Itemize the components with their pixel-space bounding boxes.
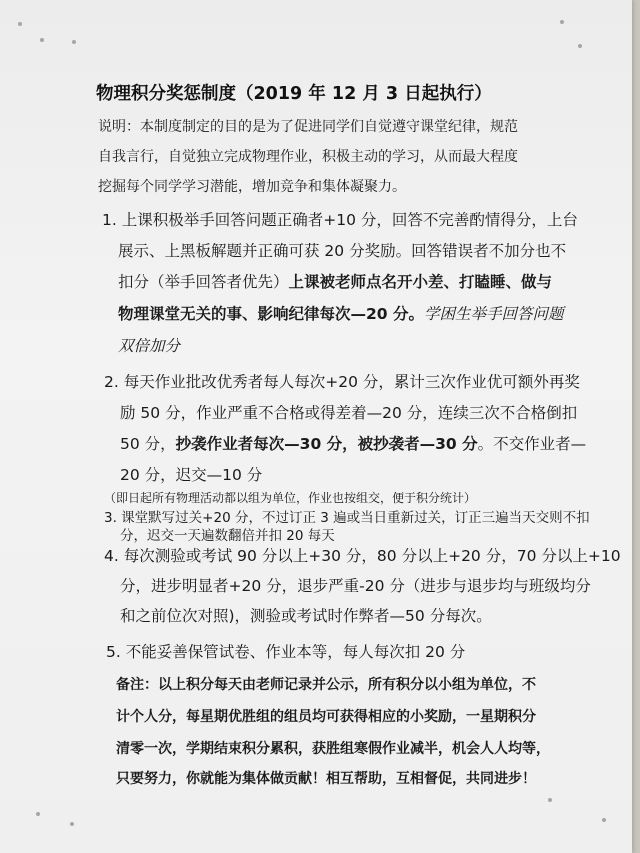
intro-line: 说明：本制度制定的目的是为了促进同学们自觉遵守课堂纪律，规范 xyxy=(98,119,518,135)
rule2-note: （即日起所有物理活动都以组为单位，作业也按组交，便于积分统计） xyxy=(104,491,477,505)
pin-hole xyxy=(36,812,40,816)
remark-line: 清零一次，学期结束积分累积，获胜组寒假作业减半，机会人人均等， xyxy=(116,741,550,757)
rule5-line: 5. 不能妥善保管试卷、作业本等，每人每次扣 20 分 xyxy=(106,643,466,661)
pin-hole xyxy=(70,822,74,826)
pin-hole xyxy=(560,20,564,24)
rule4-line: 和之前位次对照)，测验或考试时作弊者—50 分每次。 xyxy=(120,607,492,625)
intro-line: 自我言行，自觉独立完成物理作业，积极主动的学习，从而最大程度 xyxy=(98,149,518,165)
rule2-line: 20 分，迟交—10 分 xyxy=(120,466,263,484)
pin-hole xyxy=(18,22,22,26)
pin-hole xyxy=(40,38,44,42)
rule1-bonus-text: 学困生举手回答问题 xyxy=(423,305,564,323)
rule1-penalty-text: 物理课堂无关的事、影响纪律每次—20 分。 xyxy=(118,305,424,323)
rule2-line xyxy=(120,432,586,454)
remark-line: 计个人分，每星期优胜组的组员均可获得相应的小奖励，一星期积分 xyxy=(116,709,536,725)
pin-hole xyxy=(548,798,552,802)
rule4-line: 分，进步明显者+20 分，退步严重-20 分（进步与退步均与班级均分 xyxy=(120,577,591,595)
rule2-penalty-text: 抄袭作业者每次—30 分，被抄袭者—30 分 xyxy=(175,435,478,453)
rule1-line xyxy=(118,270,552,292)
rule4-line: 4. 每次测验或考试 90 分以上+30 分，80 分以上+20 分，70 分以上+10 xyxy=(104,547,621,565)
document-title: 物理积分奖惩制度（2019 年 12 月 3 日起执行） xyxy=(96,84,492,104)
rule1-penalty-text: 上课被老师点名开小差、打瞌睡、做与 xyxy=(288,273,553,291)
rule3-line: 分，迟交一天遍数翻倍并扣 20 每天 xyxy=(120,528,335,544)
rule2-text: 。不交作业者— xyxy=(477,435,587,453)
rule1-text: 扣分（举手回答者优先） xyxy=(118,273,289,291)
rule1-line: 1. 上课积极举手回答问题正确者+10 分，回答不完善酌情得分，上台 xyxy=(102,211,578,229)
pin-hole xyxy=(72,40,76,44)
pin-hole xyxy=(602,818,606,822)
rule3-line: 3. 课堂默写过关+20 分，不过订正 3 遍或当日重新过关，订正三遍当天交则不扣 xyxy=(104,510,590,526)
rule1-line: 双倍加分 xyxy=(118,337,181,355)
rule2-text: 50 分， xyxy=(120,435,176,453)
remark-line: 备注：以上积分每天由老师记录并公示，所有积分以小组为单位，不 xyxy=(116,677,536,693)
pin-hole xyxy=(578,44,582,48)
rule1-line: 展示、上黑板解题并正确可获 20 分奖励。回答错误者不加分也不 xyxy=(118,242,567,260)
intro-line: 挖掘每个同学学习潜能，增加竞争和集体凝聚力。 xyxy=(98,179,406,195)
rule1-line xyxy=(118,302,563,324)
rule2-line: 2. 每天作业批改优秀者每人每次+20 分，累计三次作业优可额外再奖 xyxy=(104,373,580,391)
remark-line: 只要努力，你就能为集体做贡献！相互帮助，互相督促，共同进步！ xyxy=(116,771,536,787)
rule2-line: 励 50 分，作业严重不合格或得差着—20 分，连续三次不合格倒扣 xyxy=(120,404,578,422)
